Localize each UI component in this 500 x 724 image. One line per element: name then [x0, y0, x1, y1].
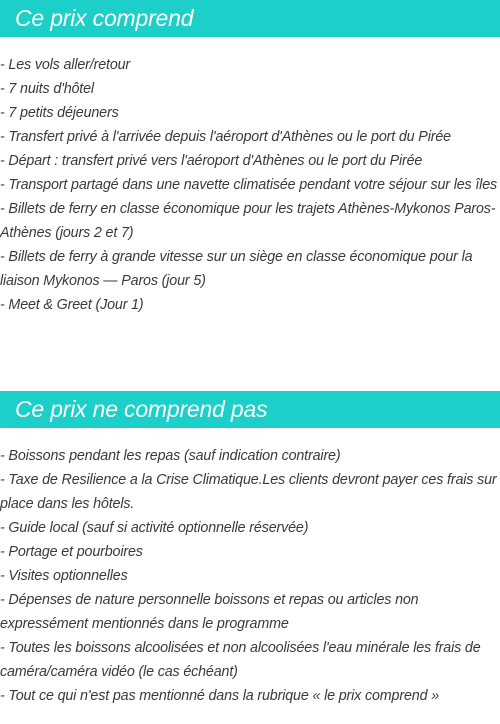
- excluded-section-header: [0, 391, 500, 428]
- excluded-item: - Dépenses de nature personnelle boissons et repas ou articles non expressément mentionnés dans le programme: [0, 592, 419, 632]
- included-item: - Transport partagé dans une navette climatisée pendant votre séjour sur les îles: [0, 177, 497, 193]
- excluded-item: - Tout ce qui n'est pas mentionné dans la rubrique « le prix comprend »: [0, 688, 439, 704]
- excluded-item: - Guide local (sauf si activité optionnelle réservée): [0, 520, 309, 536]
- included-item: - Les vols aller/retour: [0, 57, 131, 73]
- excluded-item: - Taxe de Resilience a la Crise Climatique.Les clients devront payer ces frais sur place dans les hôtels.: [0, 472, 497, 512]
- excluded-item: - Visites optionnelles: [0, 568, 128, 584]
- excluded-items-list: [0, 444, 500, 708]
- included-item: - Billets de ferry à grande vitesse sur un siège en classe économique pour la liaison Mykonos — Paros (jour 5): [0, 249, 473, 289]
- included-section-title: Ce prix comprend: [15, 5, 194, 31]
- excluded-item: - Boissons pendant les repas (sauf indication contraire): [0, 448, 341, 464]
- included-section-header: [0, 0, 500, 37]
- included-item: - 7 petits déjeuners: [0, 105, 119, 121]
- included-item: - Meet & Greet (Jour 1): [0, 297, 144, 313]
- included-item: - Transfert privé à l'arrivée depuis l'aéroport d'Athènes ou le port du Pirée: [0, 129, 451, 145]
- excluded-section-title: Ce prix ne comprend pas: [15, 396, 268, 422]
- included-items-list: [0, 53, 500, 317]
- included-item: - Départ : transfert privé vers l'aéroport d'Athènes ou le port du Pirée: [0, 153, 423, 169]
- included-item: - 7 nuits d'hôtel: [0, 81, 94, 97]
- excluded-item: - Toutes les boissons alcoolisées et non alcoolisées l'eau minérale les frais de caméra/caméra vidéo (le cas échéant): [0, 640, 481, 680]
- included-item: - Billets de ferry en classe économique pour les trajets Athènes-Mykonos Paros-Athènes (jours 2 et 7): [0, 201, 496, 241]
- excluded-item: - Portage et pourboires: [0, 544, 143, 560]
